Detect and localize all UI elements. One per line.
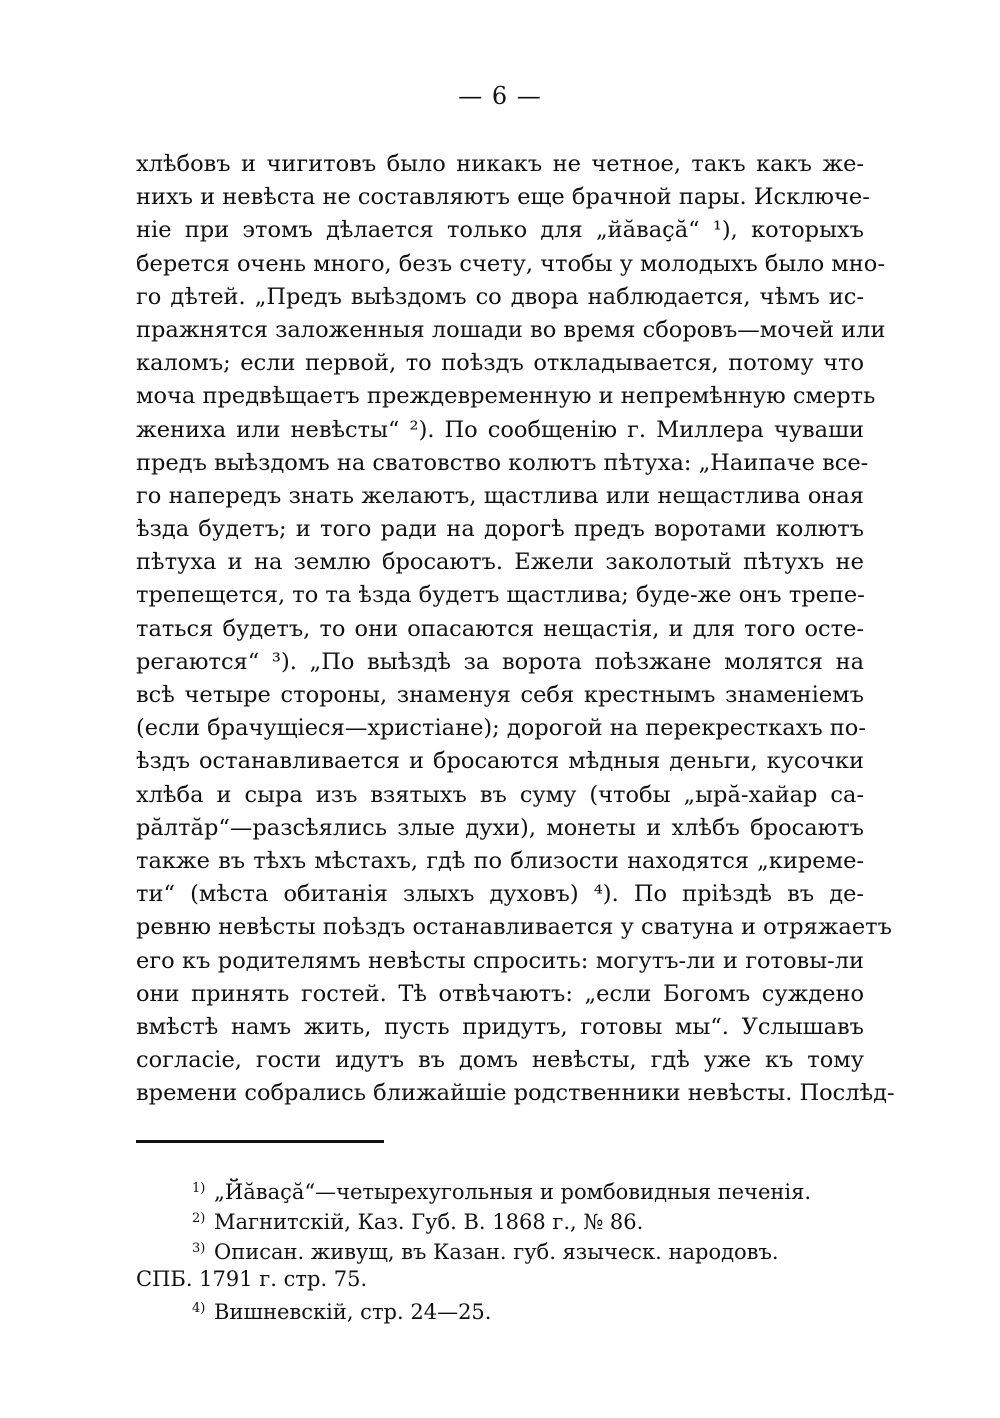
body-line: также въ тѣхъ мѣстахъ, гдѣ по близости находятся „киреме- xyxy=(136,847,864,874)
body-line: ніе при этомъ дѣлается только для „йăваҫă“ ¹), которыхъ xyxy=(136,217,864,244)
body-line: хлѣба и сыра изъ взятыхъ въ суму (чтобы „ырă-хайар са- xyxy=(136,781,864,808)
page-number: — 6 — xyxy=(458,82,542,110)
body-line: пѣтуха и на землю бросаютъ. Ежели заколотый пѣтухъ не xyxy=(136,549,864,576)
body-line: ѣздъ останавливается и бросаются мѣдныя деньги, кусочки xyxy=(136,748,864,775)
body-line: го напередъ знать желаютъ, щастлива или нещастлива оная xyxy=(136,482,864,509)
body-line: нихъ и невѣста не составляютъ еще брачной пары. Исключе- xyxy=(136,184,870,211)
footnote-text: Описан. живущ, въ Казан. губ. языческ. народовъ. xyxy=(214,1240,779,1264)
body-line: ѣзда будетъ; и того ради на дорогѣ предъ воротами колютъ xyxy=(136,516,864,543)
footnote-marker: 3) xyxy=(192,1241,206,1256)
body-line: таться будетъ, то они опасаются нещастія, и для того осте- xyxy=(136,615,864,642)
body-line: ти“ (мѣста обитанія злыхъ духовъ) ⁴). По пріѣздѣ въ де- xyxy=(136,881,864,908)
body-line: его къ родителямъ невѣсты спросить: могутъ-ли и готовы-ли xyxy=(136,947,864,974)
footnote-marker: 4) xyxy=(192,1301,206,1316)
footnote-2 xyxy=(136,1204,864,1234)
body-line: всѣ четыре стороны, знаменуя себя крестнымъ знаменіемъ xyxy=(136,682,864,708)
footnote-3 xyxy=(136,1234,864,1264)
body-line: вмѣстѣ намъ жить, пусть придутъ, готовы мы“. Услышавъ xyxy=(136,1013,864,1040)
body-line: (если брачущіеся—христіане); дорогой на перекресткахъ по- xyxy=(136,715,866,742)
body-line: го дѣтей. „Предъ выѣздомъ со двора наблюдается, чѣмъ ис- xyxy=(136,283,864,310)
body-line: регаются“ ³). „По выѣздѣ за ворота поѣзжане молятся на xyxy=(136,648,864,675)
footnote-separator xyxy=(136,1140,384,1143)
body-text xyxy=(136,148,895,1110)
body-line: берется очень много, безъ счету, чтобы у молодыхъ было мно- xyxy=(136,250,885,277)
body-line: каломъ; если первой, то поѣздъ откладывается, потому что xyxy=(136,350,864,377)
footnote-text: Магнитскій, Каз. Губ. В. 1868 г., № 86. xyxy=(214,1210,644,1234)
footnote-3-continuation: СПБ. 1791 г. стр. 75. xyxy=(136,1267,368,1291)
footnote-marker: 1) xyxy=(192,1181,206,1196)
body-line: они принять гостей. Тѣ отвѣчаютъ: „если Богомъ суждено xyxy=(136,980,864,1007)
footnote-4 xyxy=(136,1294,864,1324)
body-line: моча предвѣщаетъ преждевременную и непремѣнную смерть xyxy=(136,383,876,410)
body-line: трепещется, то та ѣзда будетъ щастлива; буде-же онъ трепе- xyxy=(136,582,865,609)
body-line: рăлтăр“—разсѣялись злые духи), монеты и хлѣбъ бросаютъ xyxy=(136,814,864,841)
footnote-text: Вишневскій, стр. 24—25. xyxy=(214,1300,492,1324)
body-line: хлѣбовъ и чигитовъ было никакъ не четное, такъ какъ же- xyxy=(136,151,864,177)
body-line: согласіе, гости идутъ въ домъ невѣсты, гдѣ уже къ тому xyxy=(136,1047,864,1074)
footnote-text: „Йăваҫă“—четырехугольныя и ромбовидныя печенія. xyxy=(214,1180,812,1204)
body-line: времени собрались ближайшіе родственники невѣсты. Послѣд- xyxy=(136,1080,895,1107)
footnotes xyxy=(136,1174,864,1324)
body-line: жениха или невѣсты“ ²). По сообщенію г. Миллера чуваши xyxy=(136,416,864,443)
body-line: ревню невѣсты поѣздъ останавливается у сватуна и отряжаетъ xyxy=(136,914,892,941)
footnote-marker: 2) xyxy=(192,1211,206,1226)
body-line: предъ выѣздомъ на сватовство колютъ пѣтуха: „Наипаче все- xyxy=(136,449,869,476)
body-line: пражнятся заложенныя лошади во время сборовъ—мочей или xyxy=(136,316,886,343)
footnote-1 xyxy=(136,1174,864,1204)
